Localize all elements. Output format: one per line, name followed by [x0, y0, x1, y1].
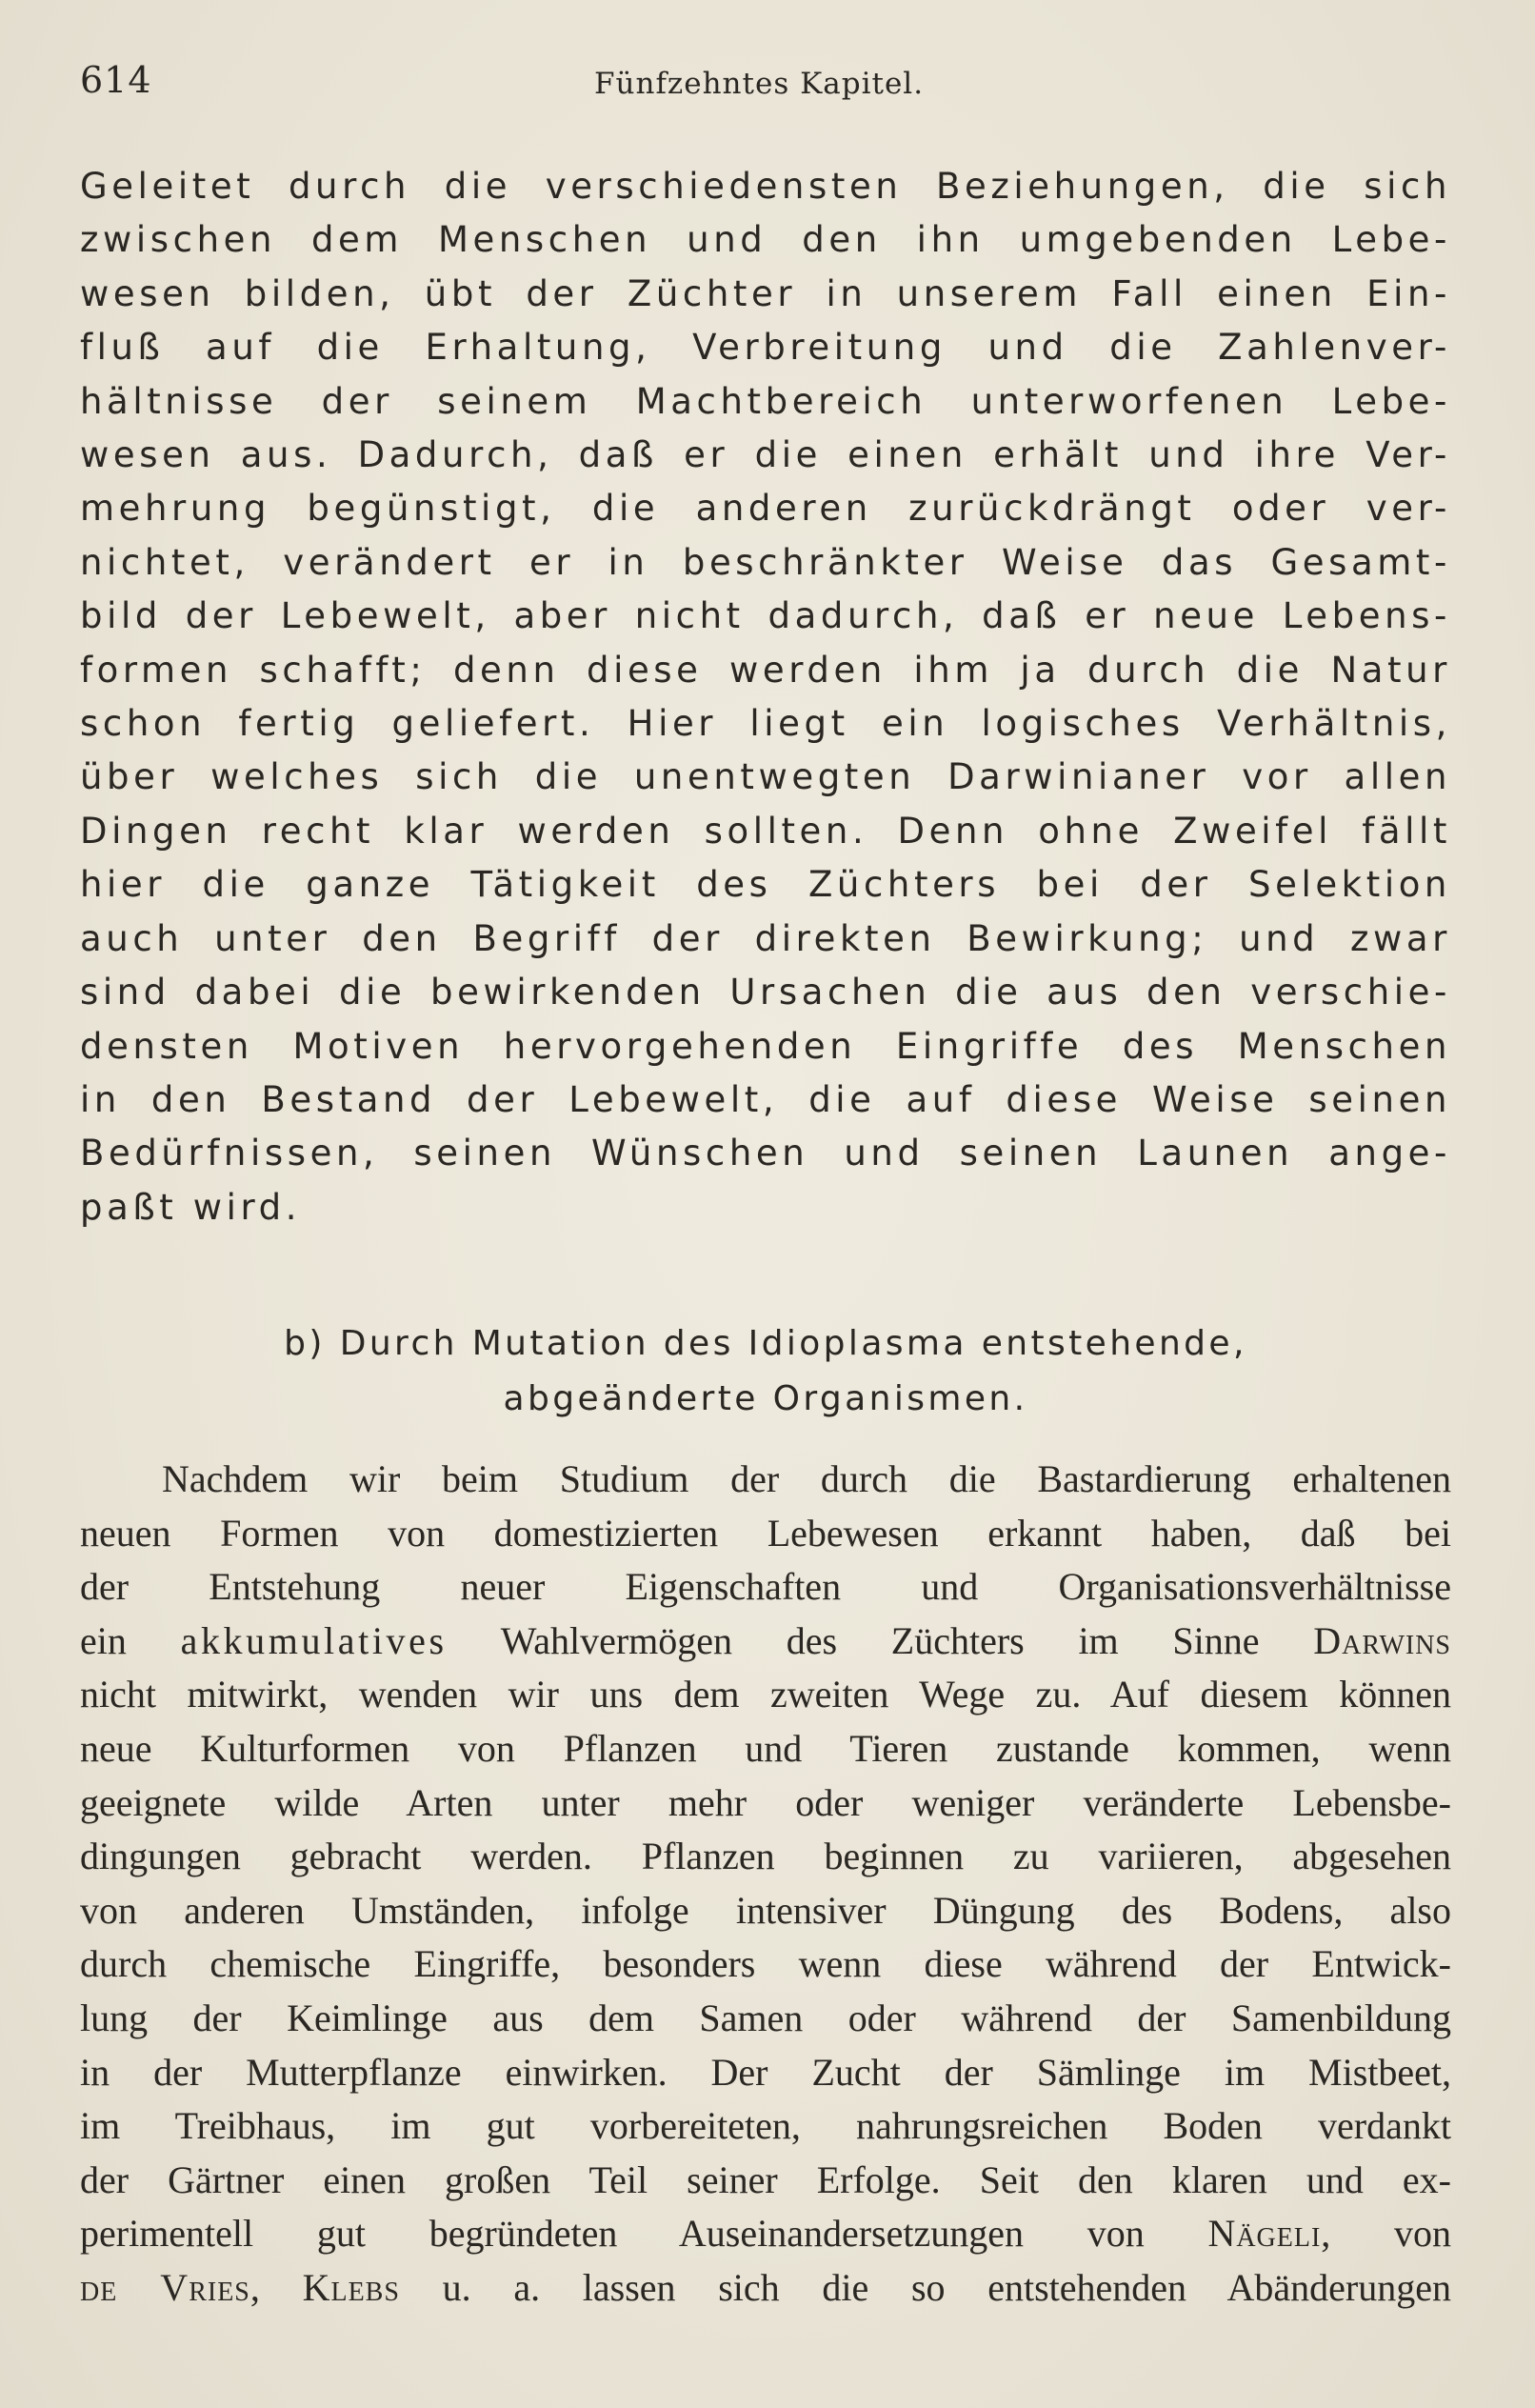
- text-line: neue Kulturformen von Pflanzen und Tieren zustande kommen, wenn: [80, 1726, 1451, 1770]
- text-line: schon fertig geliefert. Hier liegt ein logisches Verhältnis,: [80, 703, 1451, 745]
- emphasized-term: akkumulatives: [180, 1618, 448, 1662]
- text-line: in der Mutterpflanze einwirken. Der Zucht der Sämlinge im Mistbeet,: [80, 2050, 1451, 2094]
- text-line: [80, 2261, 1451, 2316]
- text-run: Wahlvermögen des Züchters im Sinne: [500, 1618, 1260, 1662]
- text-line: geeignete wilde Arten unter mehr oder weniger veränderte Lebensbe-: [80, 1780, 1451, 1824]
- text-line: über welches sich die unentwegten Darwinianer vor allen: [80, 756, 1451, 798]
- page-header: [80, 59, 1451, 116]
- author-name: de Vries: [80, 2265, 250, 2309]
- text-line: paßt wird.: [80, 1186, 302, 1228]
- text-line: mehrung begünstigt, die anderen zurückdrängt oder ver-: [80, 488, 1451, 530]
- section-heading-line-1: b) Durch Mutation des Idioplasma entstehende,: [284, 1324, 1247, 1363]
- text-run: perimentell gut begründeten Auseinandersetzungen von: [80, 2212, 1145, 2256]
- text-line: bild der Lebewelt, aber nicht dadurch, daß er neue Lebens-: [80, 595, 1451, 637]
- text-line: formen schafft; denn diese werden ihm ja durch die Natur: [80, 649, 1451, 691]
- text-line: durch chemische Eingriffe, besonders wenn diese während der Entwick-: [80, 1942, 1451, 1986]
- text-line: in den Bestand der Lebewelt, die auf diese Weise seinen: [80, 1078, 1451, 1120]
- author-name: Nägeli: [1207, 2212, 1322, 2256]
- text-line: Geleitet durch die verschiedensten Beziehungen, die sich: [80, 166, 1451, 207]
- text-line: der Entstehung neuer Eigenschaften und Organisationsverhältnisse: [80, 1565, 1451, 1609]
- text-run: , von: [1321, 2212, 1452, 2256]
- text-line: im Treibhaus, im gut vorbereiteten, nahrungsreichen Boden verdankt: [80, 2104, 1451, 2148]
- text-line: densten Motiven hervorgehenden Eingriffe des Menschen: [80, 1025, 1451, 1067]
- text-line: fluß auf die Erhaltung, Verbreitung und die Zahlenver-: [80, 327, 1451, 369]
- text-line: sind dabei die bewirkenden Ursachen die aus den verschie-: [80, 972, 1451, 1013]
- text-line: [80, 2207, 1451, 2261]
- text-line: lung der Keimlinge aus dem Samen oder während der Samenbildung: [80, 1996, 1451, 2039]
- text-line: wesen bilden, übt der Züchter in unserem Fall einen Ein-: [80, 272, 1451, 314]
- text-line: dingungen gebracht werden. Pflanzen beginnen zu variieren, abgesehen: [80, 1835, 1451, 1878]
- author-name: Darwins: [1313, 1618, 1452, 1662]
- text-line: hältnisse der seinem Machtbereich unterworfenen Lebe-: [80, 380, 1451, 422]
- text-line: nichtet, verändert er in beschränkter Weise das Gesamt-: [80, 541, 1451, 583]
- text-line: neuen Formen von domestizierten Lebewesen erkannt haben, daß bei: [80, 1511, 1451, 1555]
- text-line: Bedürfnissen, seinen Wünschen und seinen Launen ange-: [80, 1133, 1451, 1174]
- paragraph-1: [80, 160, 1451, 1234]
- text-line: auch unter den Begriff der direkten Bewirkung; und zwar: [80, 917, 1451, 959]
- section-heading-line-2: abgeänderte Organismen.: [503, 1379, 1028, 1418]
- text-line: Dingen recht klar werden sollten. Denn ohne Zweifel fällt: [80, 810, 1451, 852]
- text-line: wesen aus. Dadurch, daß er die einen erhält und ihre Ver-: [80, 434, 1451, 476]
- text-run: ein: [80, 1618, 127, 1662]
- text-line: der Gärtner einen großen Teil seiner Erfolge. Seit den klaren und ex-: [80, 2157, 1451, 2201]
- paragraph-2: [80, 1453, 1451, 2316]
- text-line: nicht mitwirkt, wenden wir uns dem zweiten Wege zu. Auf diesem können: [80, 1673, 1451, 1716]
- text-line: hier die ganze Tätigkeit des Züchters bei der Selektion: [80, 864, 1451, 906]
- text-line: zwischen dem Menschen und den ihn umgebenden Lebe-: [80, 219, 1451, 261]
- text-line: [80, 1615, 1451, 1669]
- page-number: 614: [80, 59, 152, 101]
- running-title: Fünfzehntes Kapitel.: [594, 67, 925, 101]
- text-line: von anderen Umständen, infolge intensiver Düngung des Bodens, also: [80, 1888, 1451, 1932]
- text-run: ,: [249, 2265, 260, 2309]
- author-name: Klebs: [302, 2265, 400, 2309]
- section-heading: [80, 1316, 1451, 1427]
- text-line: Nachdem wir beim Studium der durch die Bastardierung erhaltenen: [162, 1457, 1451, 1500]
- text-run: u. a. lassen sich die so entstehenden Abänderungen: [442, 2265, 1451, 2309]
